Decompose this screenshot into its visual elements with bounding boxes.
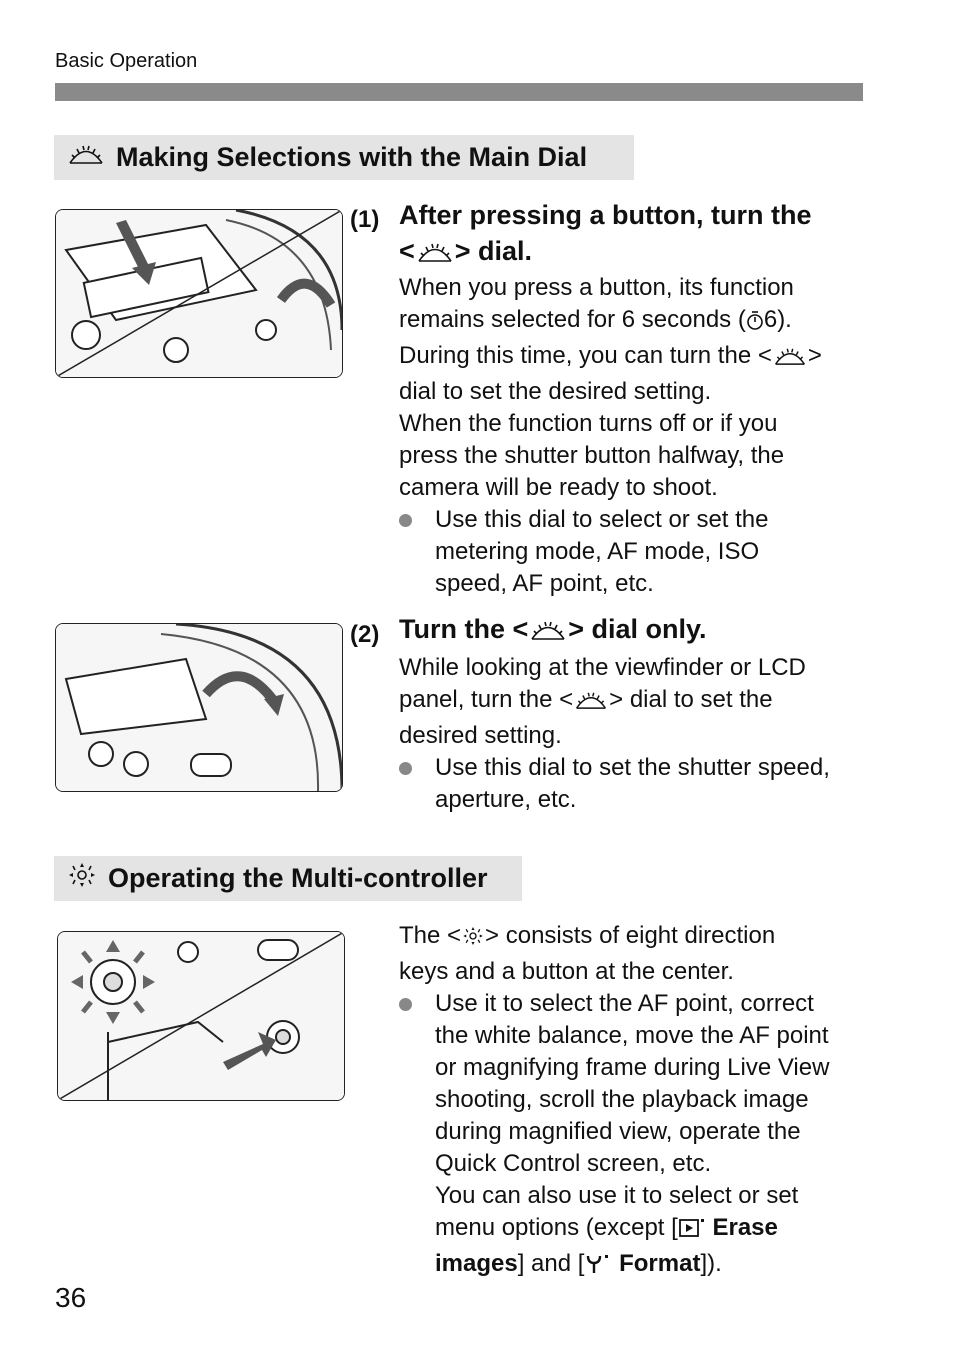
page-number: 36 bbox=[55, 1282, 87, 1313]
main-dial-icon bbox=[66, 142, 106, 173]
figure-camera-top-main-dial-1 bbox=[55, 209, 343, 378]
main-dial-icon bbox=[772, 344, 808, 376]
list-item: Use this dial to select or set the metering mode, AF mode, ISO speed, AF point, etc. bbox=[399, 504, 859, 600]
bullet-icon bbox=[399, 998, 412, 1011]
list-item: Use it to select the AF point, correct the white balance, move the AF point or magnifying frame during Live View shooting, scroll the playback image during magnified view, operate the Quick Control screen, etc. You can also use it to select or set menu options (except [ Erase images] and [ Format]). bbox=[399, 988, 864, 1284]
step-body: While looking at the viewfinder or LCD panel, turn the < > dial to set the desired setting. Use this dial to set the shutter speed, aperture, etc. bbox=[399, 652, 859, 816]
playback-menu-icon bbox=[678, 1216, 706, 1248]
step-title: After pressing a button, turn the < > dial. bbox=[399, 197, 859, 273]
running-header: Basic Operation bbox=[55, 50, 198, 72]
section-heading-multi-controller bbox=[54, 856, 522, 901]
bullet-icon bbox=[399, 514, 412, 527]
multi-controller-icon bbox=[66, 861, 98, 896]
section-heading-main-dial bbox=[54, 135, 634, 180]
list-item: Use this dial to set the shutter speed, aperture, etc. bbox=[399, 752, 859, 816]
figure-multi-controller bbox=[57, 931, 345, 1101]
step-number: (1) bbox=[350, 206, 380, 233]
section-title: Making Selections with the Main Dial bbox=[116, 142, 588, 172]
section-title: Operating the Multi-controller bbox=[108, 863, 488, 893]
section-body: The < > consists of eight direction keys and a button at the center. Use it to select the AF point, correct the white balance, move the AF point or magnifying frame during Live View shooting, scroll the playback image during magnified view, operate the Quick Control screen, etc. You can also use it to select or set menu options (except [ Erase images] and [ Format]). bbox=[399, 920, 864, 1284]
header-rule bbox=[55, 83, 863, 101]
main-dial-icon bbox=[528, 615, 568, 651]
step-number: (2) bbox=[350, 621, 380, 648]
figure-camera-top-main-dial-2 bbox=[55, 623, 343, 792]
timer-icon bbox=[746, 308, 764, 340]
step-title: Turn the < > dial only. bbox=[399, 611, 859, 651]
main-dial-icon bbox=[573, 688, 609, 720]
multi-controller-icon bbox=[461, 924, 485, 956]
setup-menu-icon bbox=[584, 1252, 612, 1284]
step-body: When you press a button, its function remains selected for 6 seconds ( 6). During this time, you can turn the < > dial to set the desired setting. When the function turns off or if you press the shutter button halfway, the camera will be ready to shoot. Use this dial to select or set the metering mode, AF mode, ISO speed, AF point, etc. bbox=[399, 272, 859, 600]
bullet-icon bbox=[399, 762, 412, 775]
main-dial-icon bbox=[415, 237, 455, 273]
